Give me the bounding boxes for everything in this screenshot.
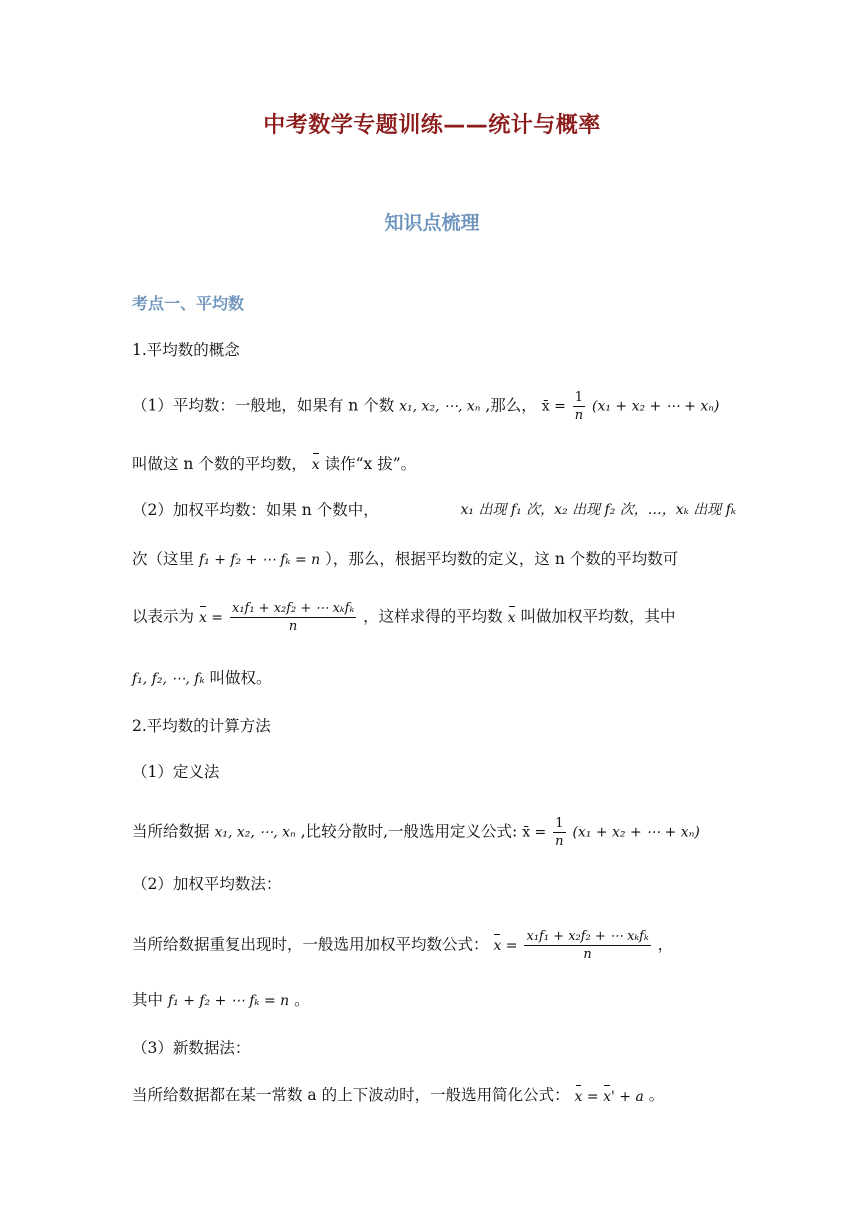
method-definition-condition: ,比较分散时,一般选用定义公式: — [300, 822, 518, 841]
calculation-methods-title: 2.平均数的计算方法 — [132, 717, 271, 735]
weights-line — [132, 666, 736, 691]
method-weighted-note-text: 其中 — [132, 991, 164, 1009]
weighted-condition-open: 次（这里 — [132, 550, 195, 568]
concept-title: 1.平均数的概念 — [132, 341, 240, 359]
method-weighted-note-end: 。 — [294, 991, 310, 1009]
weighted-result-text: ，这样求得的平均数 — [363, 607, 503, 626]
mean-name-line — [132, 452, 736, 477]
weighted-mean-line-2 — [132, 547, 736, 572]
method-new-data-line — [132, 1083, 736, 1109]
method-weighted-comma: ， — [657, 935, 674, 954]
x-bar-symbol: x — [312, 453, 320, 477]
fraction-one-over-n — [573, 389, 585, 424]
fraction-one-over-n — [553, 815, 565, 850]
x-bar-pronunciation: 读作“x 拔”。 — [324, 455, 417, 473]
weighted-formula-inline — [199, 600, 358, 635]
topic-heading: 考点一、平均数 — [132, 294, 245, 313]
method-weighted-note — [132, 988, 736, 1013]
weighted-mean-line-3 — [132, 600, 736, 635]
mean-formula-prefix: x̄ = — [541, 398, 566, 415]
mean-name-text: 叫做这 n 个数的平均数， — [132, 455, 307, 473]
weighted-denominator: n — [288, 619, 298, 634]
mean-definition-then: ,那么， — [485, 396, 537, 415]
fraction-denominator: n — [555, 834, 564, 849]
fraction-denominator: n — [574, 408, 584, 423]
method-definition-line — [132, 815, 736, 850]
simplified-formula-expr: x = x' + a — [575, 1089, 644, 1105]
weighted-fraction — [524, 928, 650, 963]
definition-formula-body: (x₁ + x₂ + ⋯ + xₙ) — [572, 824, 700, 841]
weighted-denominator: n — [583, 947, 592, 962]
fraction-numerator: 1 — [574, 390, 584, 405]
weighted-fraction — [230, 600, 356, 635]
method-weighted-text: 当所给数据重复出现时，一般选用加权平均数公式： — [132, 935, 489, 954]
frequency-sum: f₁ + f₂ + ⋯ fₖ = n — [167, 993, 290, 1009]
weighted-numerator: x₁f₁ + x₂f₂ + ⋯ xₖfₖ — [231, 601, 355, 616]
weighted-mean-intro: （2）加权平均数：如果 n 个数中， — [132, 501, 379, 519]
mean-formula — [542, 389, 720, 424]
weighted-expression-intro: 以表示为 — [132, 607, 195, 626]
weighted-name-text: 叫做加权平均数，其中 — [520, 607, 676, 626]
simplified-formula — [575, 1084, 644, 1109]
method-definition-text: 当所给数据 — [132, 822, 210, 841]
weighted-formula-lhs: x = — [199, 610, 223, 626]
document-title: 中考数学专题训练——统计与概率 — [263, 113, 601, 138]
section-subtitle: 知识点梳理 — [384, 212, 480, 234]
weighted-formula-lhs: x = — [493, 938, 517, 954]
definition-formula — [522, 815, 700, 850]
mean-formula-body: (x₁ + x₂ + ⋯ + xₙ) — [591, 398, 720, 415]
variable-list: x₁, x₂, ⋯, xₙ — [214, 824, 296, 841]
frequency-description: x₁ 出现 f₁ 次，x₂ 出现 f₂ 次，…，xₖ 出现 fₖ — [460, 502, 736, 518]
weights-list: f₁, f₂, ⋯, fₖ — [132, 671, 205, 687]
weighted-numerator: x₁f₁ + x₂f₂ + ⋯ xₖfₖ — [526, 929, 649, 944]
weights-text: 叫做权。 — [209, 669, 272, 687]
method-definition-title: （1）定义法 — [132, 763, 220, 781]
method-new-data-text: 当所给数据都在某一常数 a 的上下波动时，一般选用简化公式： — [132, 1086, 570, 1104]
weighted-formula — [493, 928, 652, 963]
mean-definition-text: （1）平均数：一般地，如果有 n 个数 — [132, 396, 395, 415]
variable-list: x₁, x₂, ⋯, xₙ — [399, 398, 481, 415]
definition-formula-prefix: x̄ = — [522, 824, 547, 841]
method-new-data-title: （3）新数据法： — [132, 1039, 251, 1057]
method-weighted-line — [132, 928, 736, 963]
weighted-mean-line-1 — [132, 498, 736, 522]
mean-definition-line — [132, 389, 736, 424]
x-bar-symbol: x — [508, 606, 516, 630]
method-new-data-end: 。 — [648, 1086, 665, 1104]
frequency-sum: f₁ + f₂ + ⋯ fₖ = n — [198, 552, 321, 568]
method-weighted-title: （2）加权平均数法： — [132, 875, 282, 893]
weighted-condition-rest: ），那么，根据平均数的定义，这 n 个数的平均数可 — [325, 550, 679, 568]
fraction-numerator: 1 — [555, 816, 564, 831]
